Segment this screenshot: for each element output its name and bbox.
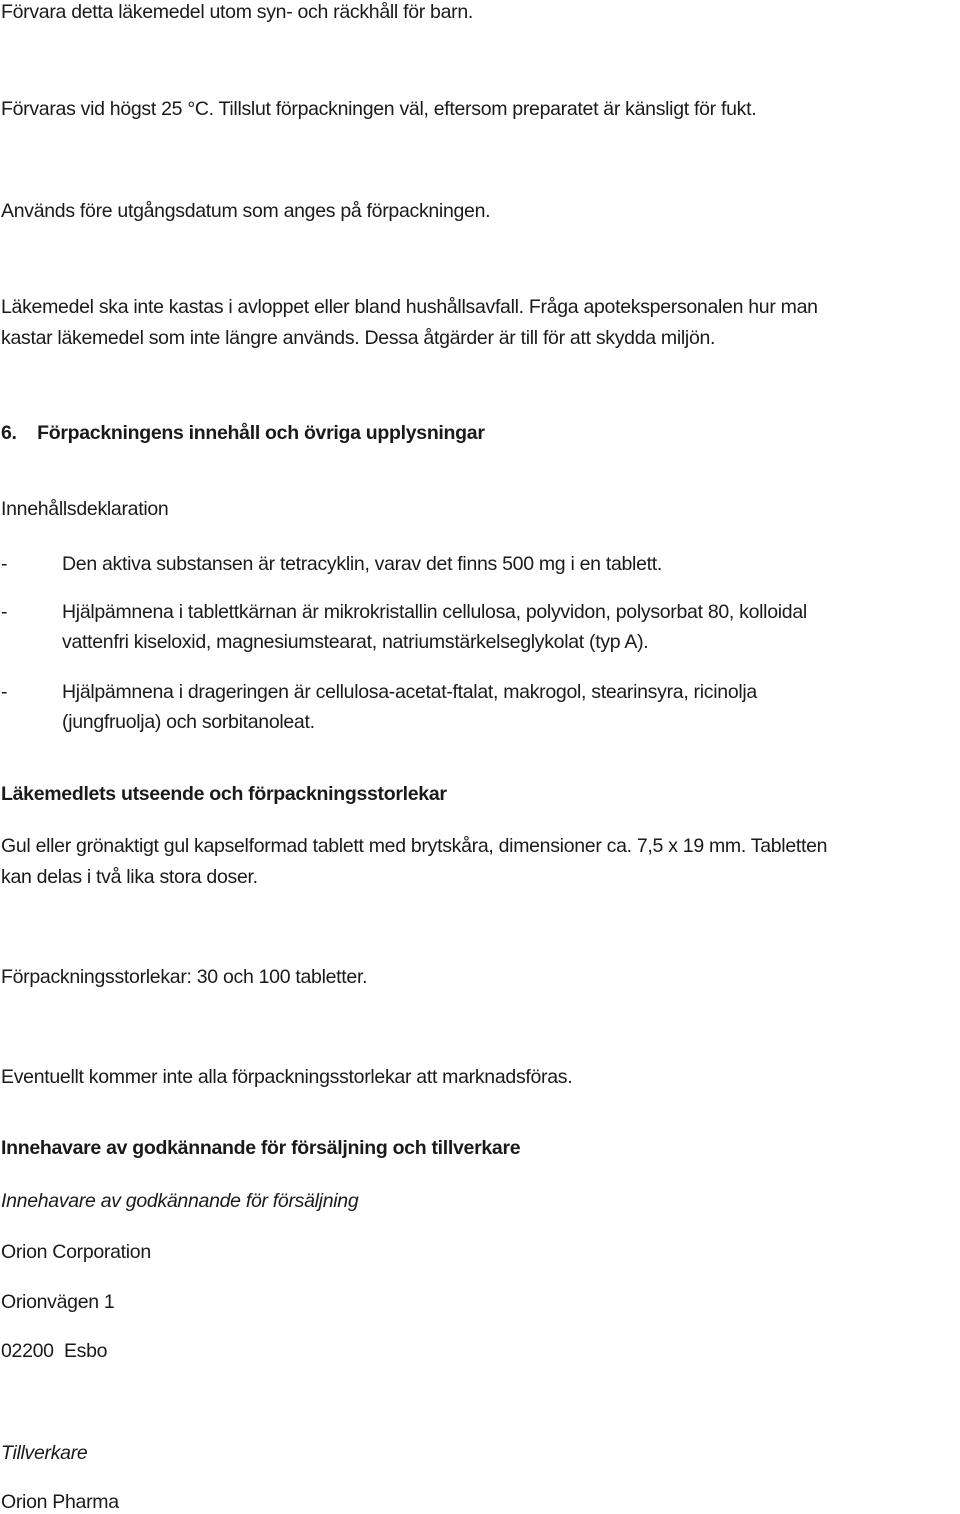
ingredient-item-2-line2: vattenfri kiseloxid, magnesiumstearat, natriumstärkelseglykolat (typ A). [62,631,649,653]
appearance-heading: Läkemedlets utseende och förpackningsstorlekar [1,783,447,805]
holder-subheading: Innehavare av godkännande för försäljning [1,1190,359,1212]
storage-temperature-text: Förvaras vid högst 25 °C. Tillslut förpackningen väl, eftersom preparatet är känsligt för fukt. [1,98,757,120]
holder-name: Orion Corporation [1,1241,151,1263]
manufacturer-subheading: Tillverkare [1,1442,88,1464]
list-dash: - [1,553,8,575]
holder-street: Orionvägen 1 [1,1291,115,1313]
pack-sizes-text: Förpackningsstorlekar: 30 och 100 tabletter. [1,966,368,988]
storage-disposal-line2: kastar läkemedel som inte längre används. Dessa åtgärder är till för att skydda miljön. [1,327,716,349]
list-dash: - [1,601,8,623]
marketing-note-text: Eventuellt kommer inte alla förpackningsstorlekar att marknadsföras. [1,1066,573,1088]
ingredient-item-1-line1: Den aktiva substansen är tetracyklin, varav det finns 500 mg i en tablett. [62,553,662,575]
storage-children-text: Förvara detta läkemedel utom syn- och räckhåll för barn. [1,1,474,23]
ingredient-item-3-line2: (jungfruolja) och sorbitanoleat. [62,711,315,733]
holder-heading: Innehavare av godkännande för försäljning och tillverkare [1,1137,521,1159]
declaration-heading: Innehållsdeklaration [1,498,169,520]
manufacturer-name: Orion Pharma [1,1491,119,1513]
storage-disposal-line1: Läkemedel ska inte kastas i avloppet eller bland hushållsavfall. Fråga apotekspersonalen hur man [1,296,818,318]
appearance-line1: Gul eller grönaktigt gul kapselformad tablett med brytskåra, dimensioner ca. 7,5 x 19 mm. Tabletten [1,835,828,857]
ingredient-item-2-line1: Hjälpämnena i tablettkärnan är mikrokristallin cellulosa, polyvidon, polysorbat 80, kolloidal [62,601,807,623]
list-dash: - [1,681,8,703]
appearance-line2: kan delas i två lika stora doser. [1,866,258,888]
storage-expiry-text: Används före utgångsdatum som anges på förpackningen. [1,200,491,222]
holder-city: 02200 Esbo [1,1340,108,1362]
section6-heading: 6. Förpackningens innehåll och övriga upplysningar [1,422,485,444]
ingredient-item-3-line1: Hjälpämnena i drageringen är cellulosa-acetat-ftalat, makrogol, stearinsyra, ricinolja [62,681,757,703]
